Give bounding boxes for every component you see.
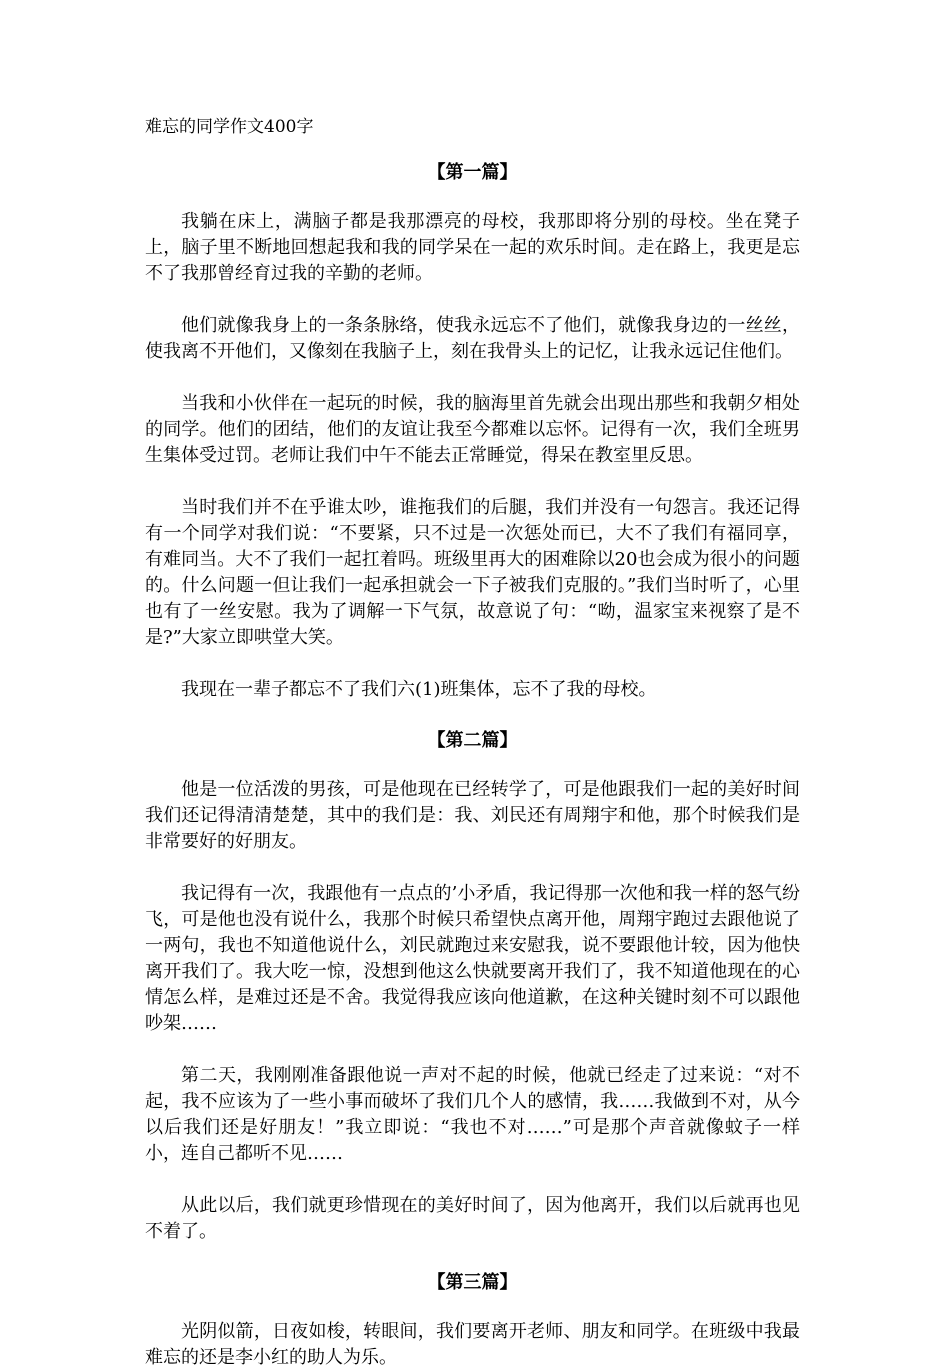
paragraph: 他们就像我身上的一条条脉络，使我永远忘不了他们，就像我身边的一丝丝，使我离不开他们，又像刻在我脑子上，刻在我骨头上的记忆，让我永远记住他们。	[145, 315, 800, 362]
paragraph: 当我和小伙伴在一起玩的时候，我的脑海里首先就会出现出那些和我朝夕相处的同学。他们的团结，他们的友谊让我至今都难以忘怀。记得有一次，我们全班男生集体受过罚。老师让我们中午不能去正常睡觉，得呆在教室里反思。	[145, 393, 800, 466]
paragraph: 我躺在床上，满脑子都是我那漂亮的母校，我那即将分别的母校。坐在凳子上，脑子里不断地回想起我和我的同学呆在一起的欢乐时间。走在路上，我更是忘不了我那曾经育过我的辛勤的老师。	[145, 211, 800, 284]
section-3	[145, 1271, 800, 1371]
section-heading: 【第三篇】	[427, 1272, 518, 1293]
paragraph: 我记得有一次，我跟他有一点点的’小矛盾，我记得那一次他和我一样的怒气纷飞，可是他也没有说什么，我那个时候只希望快点离开他，周翔宇跑过去跟他说了一两句，我也不知道他说什么，刘民就跑过来安慰我，说不要跟他计较，因为他快离开我们了。我大吃一惊，没想到他这么快就要离开我们了，我不知道他现在的心情怎么样，是难过还是不舍。我觉得我应该向他道歉，在这种关键时刻不可以跟他吵架……	[145, 883, 800, 1034]
paragraph: 我现在一辈子都忘不了我们六(1)班集体，忘不了我的母校。	[181, 679, 657, 700]
section-1	[145, 161, 800, 703]
paragraph: 他是一位活泼的男孩，可是他现在已经转学了，可是他跟我们一起的美好时间我们还记得清清楚楚，其中的我们是：我、刘民还有周翔宇和他，那个时候我们是非常要好的好朋友。	[145, 779, 800, 852]
document-title: 难忘的同学作文400字	[145, 117, 314, 137]
section-heading: 【第二篇】	[427, 730, 518, 751]
paragraph: 光阴似箭，日夜如梭，转眼间，我们要离开老师、朋友和同学。在班级中我最难忘的还是李小红的助人为乐。	[145, 1321, 800, 1368]
paragraph: 第二天，我刚刚准备跟他说一声对不起的时候，他就已经走了过来说：“对不起，我不应该为了一些小事而破坏了我们几个人的感情，我……我做到不对，从今以后我们还是好朋友！”我立即说：“我也不对……”可是那个声音就像蚊子一样小，连自己都听不见……	[145, 1065, 800, 1164]
paragraph: 从此以后，我们就更珍惜现在的美好时间了，因为他离开，我们以后就再也见不着了。	[145, 1195, 800, 1242]
paragraph: 当时我们并不在乎谁太吵，谁拖我们的后腿，我们并没有一句怨言。我还记得有一个同学对我们说：“不要紧，只不过是一次惩处而已，大不了我们有福同享，有难同当。大不了我们一起扛着吗。班级里再大的困难除以20也会成为很小的问题的。什么问题一但让我们一起承担就会一下子被我们克服的。”我们当时听了，心里也有了一丝安慰。我为了调解一下气氛，故意说了句：“呦，温家宝来视察了是不是?”大家立即哄堂大笑。	[145, 497, 800, 648]
section-2	[145, 729, 800, 1245]
section-heading: 【第一篇】	[427, 162, 518, 183]
